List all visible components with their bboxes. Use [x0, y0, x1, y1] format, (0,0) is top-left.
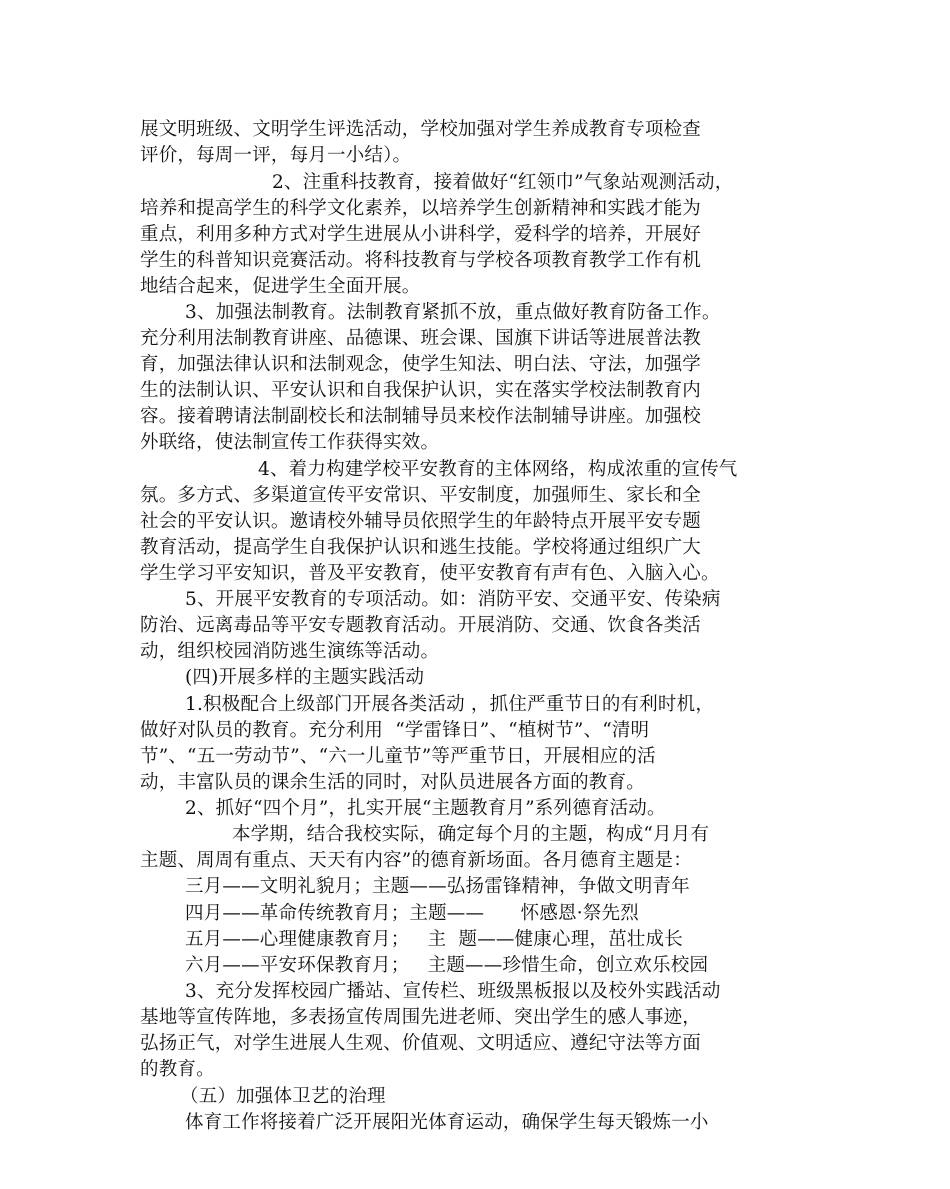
- text-line: 学生的科普知识竞赛活动。将科技教育与学校各项教育教学工作有机: [140, 250, 702, 271]
- text-line: 的教育。: [140, 1059, 215, 1080]
- text-line: 节”、“五一劳动节”、“六一儿童节”等严重节日，开展相应的活: [140, 746, 656, 767]
- theme-line-march: 三月——文明礼貌月；主题——弘扬雷锋精神，争做文明青年: [185, 876, 690, 897]
- section-heading: （五）加强体卫艺的治理: [180, 1086, 386, 1107]
- text-line: 弘扬正气，对学生进展人生观、价值观、文明适应、遵纪守法等方面: [140, 1033, 702, 1054]
- text-line: 体育工作将接着广泛开展阳光体育运动，确保学生每天锻炼一小: [185, 1112, 709, 1133]
- text-line: 展文明班级、文明学生评选活动，学校加强对学生养成教育专项检查: [140, 119, 702, 140]
- text-line: 容。接着聘请法制副校长和法制辅导员来校作法制辅导讲座。加强校: [140, 406, 702, 427]
- text-line: 本学期，结合我校实际，确定每个月的主题，构成“月月有: [232, 824, 710, 845]
- text-line: 评价，每周一评，每月一小结）。: [140, 145, 412, 166]
- text-line: 学生学习平安知识，普及平安教育，使平安教育有声有色、入脑入心。: [140, 563, 720, 584]
- text-line: 充分利用法制教育讲座、品德课、班会课、国旗下讲话等进展普法教: [140, 328, 702, 349]
- section-heading: (四)开展多样的主题实践活动: [185, 667, 425, 688]
- text-line: 基地等宣传阵地，多表扬宣传周围先进老师、突出学生的感人事迹，: [140, 1007, 702, 1028]
- text-line: 3、加强法制教育。法制教育紧抓不放，重点做好教育防备工作。: [185, 302, 721, 323]
- text-line: 社会的平安认识。邀请校外辅导员依照学生的年龄特点开展平安专题: [140, 511, 702, 532]
- text-line: 防治、远离毒品等平安专题教育活动。开展消防、交通、饮食各类活: [140, 615, 702, 636]
- text-line: 教育活动，提高学生自我保护认识和逃生技能。学校将通过组织广大: [140, 537, 702, 558]
- text-line: 外联络，使法制宣传工作获得实效。: [140, 432, 440, 453]
- text-line: 3、充分发挥校园广播站、宣传栏、班级黑板报以及校外实践活动: [185, 981, 721, 1002]
- text-line: 重点，利用多种方式对学生进展从小讲科学，爱科学的培养，开展好: [140, 224, 702, 245]
- text-line: 做好对队员的教育。充分利用 “学雷锋日”、“植树节”、“清明: [140, 720, 650, 741]
- text-line: 地结合起来，促进学生全面开展。: [140, 276, 421, 297]
- text-line: 5、开展平安教育的专项活动。如：消防平安、交通平安、传染病: [185, 589, 721, 610]
- text-line: 2、注重科技教育，接着做好“红领巾”气象站观测活动，: [272, 172, 734, 193]
- theme-line-may: 五月——心理健康教育月； 主 题——健康心理，茁壮成长: [185, 929, 683, 950]
- text-line: 2、抓好“四个月”，扎实开展“主题教育月”系列德育活动。: [185, 798, 666, 819]
- text-line: 4、着力构建学校平安教育的主体网络，构成浓重的宣传气: [258, 459, 738, 480]
- theme-line-june: 六月——平安环保教育月； 主题——珍惜生命，创立欢乐校园: [185, 955, 709, 976]
- text-line: 1.积极配合上级部门开展各类活动 ，抓住严重节日的有利时机，: [185, 694, 715, 715]
- text-line: 主题、周周有重点、天天有内容”的德育新场面。各月德育主题是：: [140, 850, 692, 871]
- text-line: 动，组织校园消防逃生演练等活动。: [140, 641, 440, 662]
- theme-line-april: 四月——革命传统教育月；主题—— 怀感恩·祭先烈: [185, 903, 639, 924]
- text-line: 动，丰富队员的课余生活的同时，对队员进展各方面的教育。: [140, 772, 645, 793]
- text-line: 生的法制认识、平安认识和自我保护认识，实在落实学校法制教育内: [140, 380, 702, 401]
- text-line: 育，加强法律认识和法制观念，使学生知法、明白法、守法，加强学: [140, 354, 702, 375]
- text-line: 氛。多方式、多渠道宣传平安常识、平安制度，加强师生、家长和全: [140, 485, 702, 506]
- text-line: 培养和提高学生的科学文化素养，以培养学生创新精神和实践才能为: [140, 198, 702, 219]
